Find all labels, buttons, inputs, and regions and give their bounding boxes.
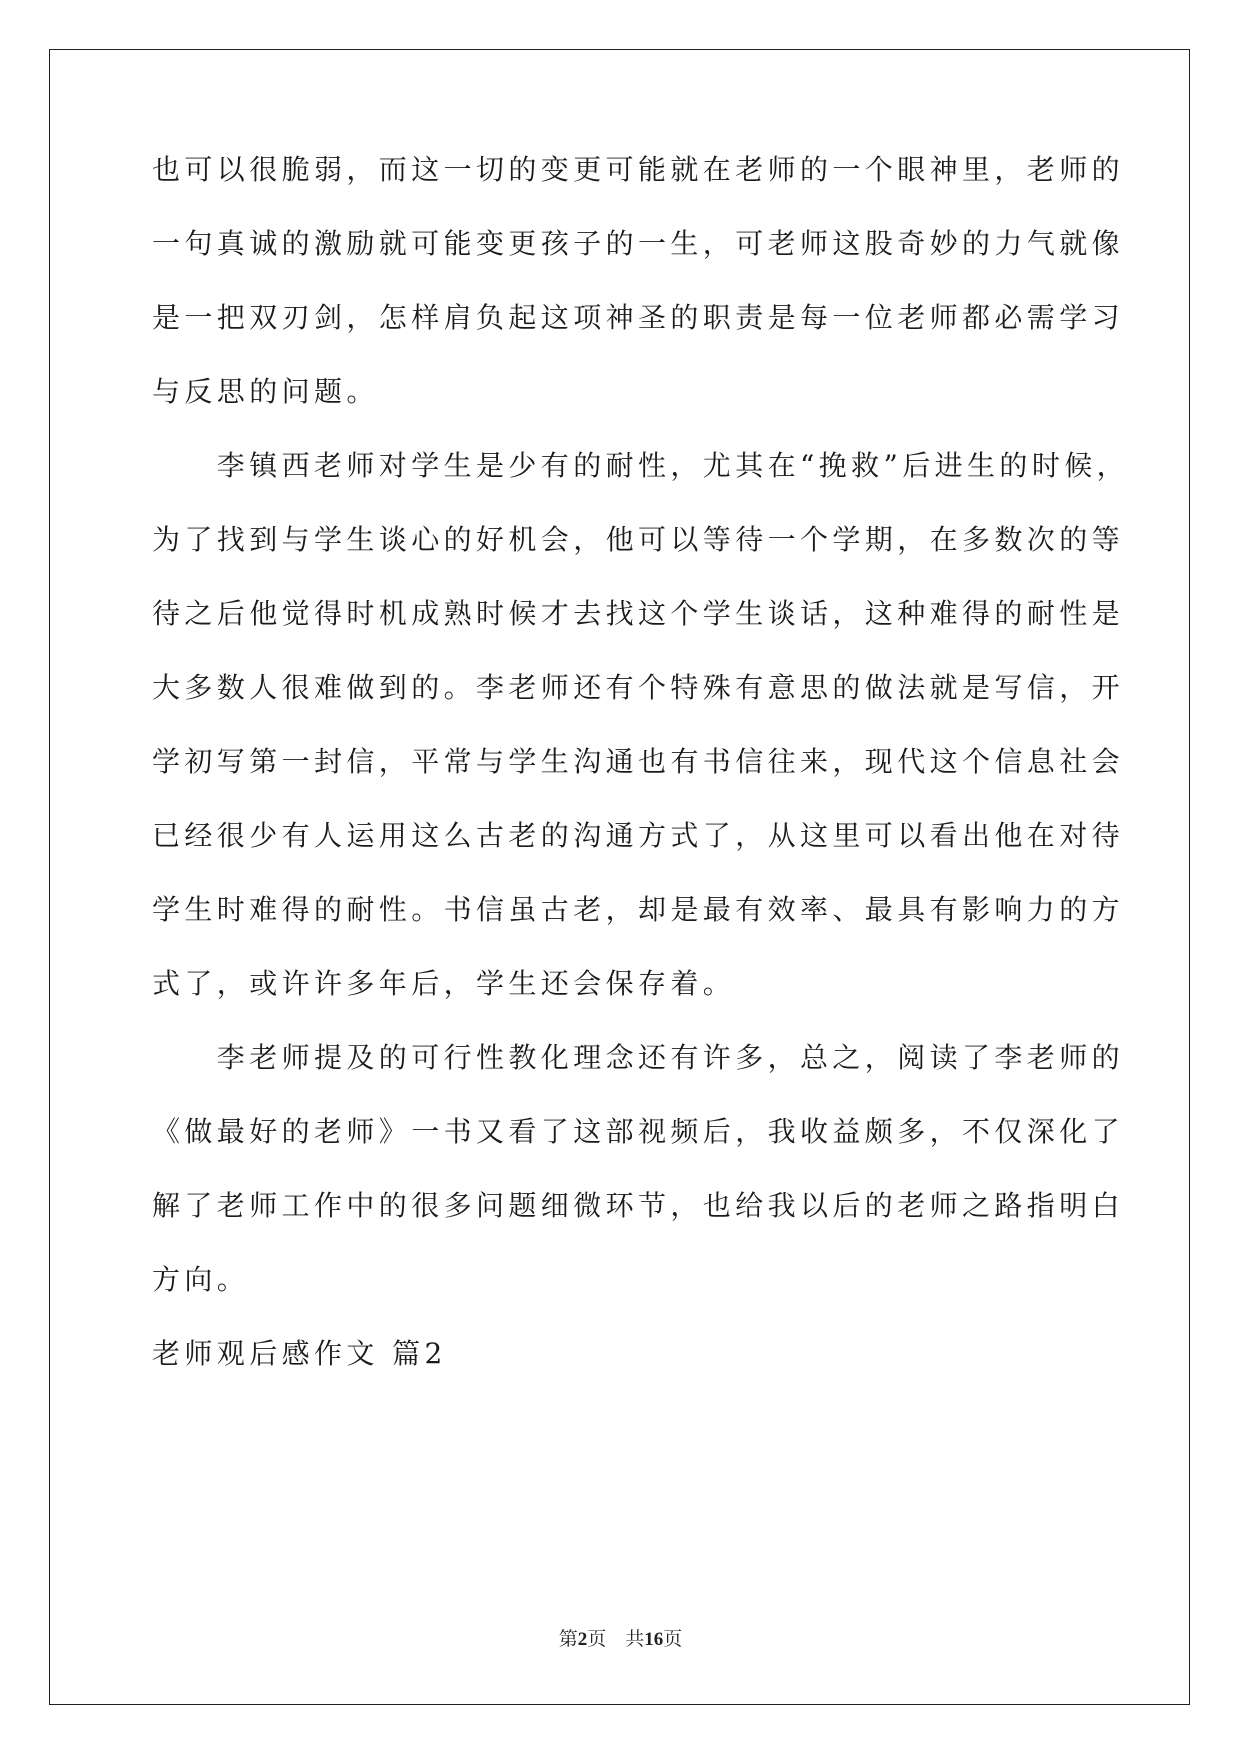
section-heading: 老师观后感作文 篇2: [152, 1337, 447, 1370]
text-line: 李镇西老师对学生是少有的耐性，尤其在“挽救”后进生的时候，: [152, 449, 1130, 482]
page-label-suffix: 页: [663, 1628, 683, 1650]
text-line: 方向。: [152, 1263, 250, 1296]
page-label-prefix: 第: [558, 1628, 578, 1650]
total-pages-number: 16: [644, 1629, 664, 1650]
text-line: 学初写第一封信，平常与学生沟通也有书信往来，现代这个信息社会: [152, 745, 1125, 778]
text-line: 是一把双刃剑，怎样肩负起这项神圣的职责是每一位老师都必需学习: [152, 301, 1125, 334]
text-line: 已经很少有人运用这么古老的沟通方式了，从这里可以看出他在对待: [152, 819, 1125, 852]
text-line: 待之后他觉得时机成熟时候才去找这个学生谈话，这种难得的耐性是: [152, 597, 1125, 630]
text-line: 学生时难得的耐性。书信虽古老，却是最有效率、最具有影响力的方: [152, 893, 1125, 926]
page-footer: [0, 1627, 1241, 1652]
current-page-number: 2: [577, 1629, 588, 1650]
text-line: 与反思的问题。: [152, 375, 379, 408]
text-line: 《做最好的老师》一书又看了这部视频后，我收益颇多，不仅深化了: [152, 1115, 1125, 1148]
text-line: 李老师提及的可行性教化理念还有许多，总之，阅读了李老师的: [152, 1041, 1125, 1074]
text-line: 式了，或许许多年后，学生还会保存着。: [152, 967, 736, 1000]
text-line: 一句真诚的激励就可能变更孩子的一生，可老师这股奇妙的力气就像: [152, 227, 1125, 260]
text-line: 为了找到与学生谈心的好机会，他可以等待一个学期，在多数次的等: [152, 523, 1125, 556]
page-label-mid: 页 共: [587, 1628, 645, 1650]
text-line: 大多数人很难做到的。李老师还有个特殊有意思的做法就是写信，开: [152, 671, 1125, 704]
text-line: 解了老师工作中的很多问题细微环节，也给我以后的老师之路指明白: [152, 1189, 1125, 1222]
text-line: 也可以很脆弱，而这一切的变更可能就在老师的一个眼神里，老师的: [152, 153, 1125, 186]
